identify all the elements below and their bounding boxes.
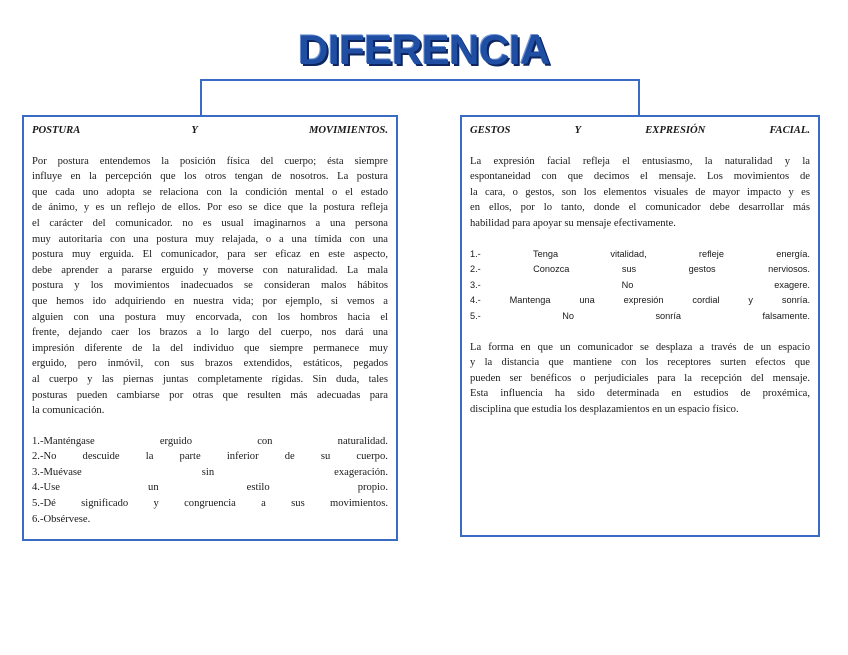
heading-word: Y — [574, 125, 582, 136]
list-item — [32, 512, 388, 528]
paragraph-line: espontaneidad con que decimos el mensaje. Los movimientos de — [470, 171, 810, 183]
posture-box — [22, 115, 398, 541]
paragraph-line: postura muy erguida. El comunicador, para ser eficaz en este aspecto, — [32, 249, 388, 261]
paragraph-line: alguien con una postura muy encorvada, con los hombros hacia el — [32, 311, 388, 323]
paragraph-line: erguido, pero inmóvil, con sus brazos extendidos, estáticos, pegados — [32, 358, 388, 370]
list-item-word: falsamente. — [762, 310, 810, 321]
paragraph-line: el carácter del comunicador. no es usual imaginarnos a una persona — [32, 217, 388, 229]
list-item-word: descuide — [82, 451, 120, 463]
paragraph-line: debe aprender a pararse erguido y moverse con naturalidad. La mala — [32, 264, 388, 276]
list-item-word: vitalidad, — [610, 248, 647, 259]
paragraph-line: la cara, o gestos, son los elementos visuales de mayor impacto y es — [470, 186, 810, 198]
heading-word: MOVIMIENTOS. — [308, 125, 388, 136]
list-item-word: No — [562, 310, 574, 321]
list-item-word: 2.- — [470, 264, 481, 275]
list-item-word: exagere. — [774, 279, 810, 290]
list-item-word: exageración. — [334, 466, 388, 478]
list-item-word: 1.-Manténgase — [32, 435, 95, 447]
paragraph-line: que cada uno adopta se relaciona con la condición mental o el estado — [32, 186, 388, 198]
paragraph-line: de ánimo, y es un reflejo de ellos. Por eso se dice que la postura refleja — [32, 202, 388, 214]
list-item-word: sonría. — [781, 295, 810, 306]
heading-word: Y — [191, 125, 198, 136]
paragraph-line: impresión diferente de la del individuo que siempre permanece muy — [32, 342, 388, 354]
list-item-word: estilo — [246, 482, 270, 494]
paragraph-line: Esta influencia ha sido determinada en estudios de proxémica, — [470, 388, 810, 400]
paragraph-line: frente, dejando caer los brazos a lo largo del cuerpo, nos dará una — [32, 327, 388, 339]
list-item-word: su — [320, 451, 331, 463]
list-item-word: sus — [621, 264, 637, 275]
list-item-word: 1.- — [470, 248, 481, 259]
list-item-word: 4.-Use — [32, 482, 60, 494]
posture-heading — [32, 123, 388, 139]
list-item-word: cordial — [692, 295, 720, 306]
gestures-heading — [470, 123, 810, 139]
list-item-word: energía. — [776, 248, 810, 259]
list-item-word: Conozca — [533, 264, 570, 275]
paragraph-line: postura y los movimientos inadecuados se consideran malos hábitos — [32, 280, 388, 292]
list-item-word: una — [579, 295, 595, 306]
list-item — [32, 496, 388, 512]
heading-word: POSTURA — [32, 125, 81, 136]
paragraph-line: que hemos ido adquiriendo en nuestra vida; por ejemplo, si vemos a — [32, 295, 388, 307]
paragraph-line: la comunicación. — [32, 405, 105, 417]
list-item-word: erguido — [159, 435, 193, 447]
list-item — [470, 309, 810, 325]
paragraph-line: Por postura entendemos la posición física del cuerpo; ésta siempre — [32, 155, 388, 167]
gestures-list — [470, 247, 810, 325]
page-title: DIFERENCIA — [298, 26, 550, 73]
list-item — [32, 434, 388, 450]
list-item-word: 5.- — [470, 310, 481, 321]
list-item-word: naturalidad. — [337, 435, 388, 447]
list-item-word: y — [748, 295, 753, 306]
list-item — [32, 465, 388, 481]
list-item-word: gestos — [688, 264, 716, 275]
gestures-paragraph-1 — [470, 154, 810, 232]
list-item — [470, 262, 810, 278]
paragraph-line: pueden ser benéficos o perjudiciales para la recepción del mensaje. — [470, 372, 810, 384]
list-item-word: sin — [201, 466, 215, 478]
list-item — [470, 278, 810, 294]
list-item — [470, 247, 810, 263]
list-item-word: a — [261, 498, 266, 510]
list-item-word: sus — [291, 498, 305, 510]
paragraph-line: La expresión facial refleja el entusiasmo, la naturalidad y la — [470, 155, 810, 167]
list-item-word: expresión — [623, 295, 664, 306]
paragraph-line: y la distancia que mantiene con los receptores surten efectos que — [470, 357, 810, 369]
list-item-word: Tenga — [533, 248, 559, 259]
list-item-word: de — [284, 451, 295, 463]
list-item-word: congruencia — [184, 498, 236, 510]
paragraph-line: disciplina que estudia los desplazamientos en un espacio físico. — [470, 403, 739, 415]
heading-word: FACIAL. — [769, 125, 810, 136]
list-item-word: 3.- — [470, 279, 481, 290]
list-item — [470, 293, 810, 309]
paragraph-line: al cuerpo y las piernas juntas completamente rígidas. Sin duda, tales — [32, 373, 388, 385]
list-item-word: 5.-Dé — [32, 498, 56, 510]
list-item-word: movimientos. — [330, 498, 388, 510]
gestures-box — [460, 115, 820, 537]
list-item-word: y — [153, 498, 159, 510]
list-item-word: Mantenga — [509, 295, 551, 306]
list-item-word: un — [148, 482, 159, 494]
list-item-word: 3.-Muévase — [32, 466, 82, 478]
list-item-word: nerviosos. — [768, 264, 810, 275]
list-item-word: significado — [81, 498, 129, 510]
posture-list — [32, 434, 388, 528]
list-item-word: con — [257, 435, 273, 447]
list-item-word: No — [621, 279, 634, 290]
list-item — [32, 480, 388, 496]
posture-paragraph — [32, 154, 388, 419]
list-item-word: sonría — [655, 310, 681, 321]
list-item-word: la — [145, 451, 154, 463]
list-item-word: refleje — [698, 248, 724, 259]
gestures-paragraph-2 — [470, 340, 810, 418]
paragraph-line: habilidad para apoyar su mensaje efectivamente. — [470, 217, 676, 229]
paragraph-line: La forma en que un comunicador se desplaza a través de un espacio — [470, 341, 810, 353]
heading-word: EXPRESIÓN — [645, 125, 706, 136]
list-item — [32, 449, 388, 465]
list-item-word: inferior — [226, 451, 259, 463]
list-item-word: 2.-No — [32, 451, 57, 463]
paragraph-line: en ellos, por lo tanto, donde el comunicador debe desarrollar más — [470, 202, 810, 214]
list-item-word: parte — [179, 451, 201, 463]
paragraph-line: influye en la percepción que los otros tengan de nosotros. La postura — [32, 171, 388, 183]
list-item-word: cuerpo. — [356, 451, 388, 463]
heading-word: GESTOS — [470, 125, 511, 136]
list-item-word: 4.- — [470, 295, 481, 306]
paragraph-line: muy autoritaria con una postura muy relajada, o a una tímida con una — [32, 233, 388, 245]
list-item-word: 6.-Obsérvese. — [32, 513, 91, 525]
list-item-word: propio. — [357, 482, 388, 494]
paragraph-line: posturas pueden cambiarse por otras que resulten más adecuadas para — [32, 389, 388, 401]
